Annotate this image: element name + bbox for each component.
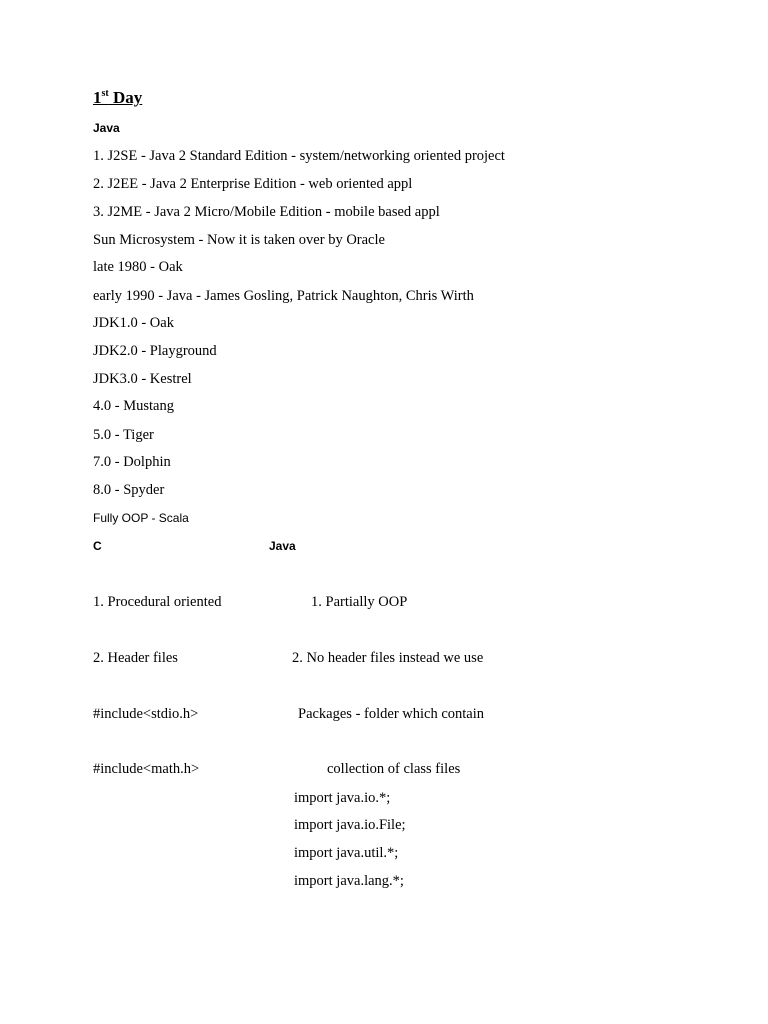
text-line-6: early 1990 - Java - James Gosling, Patrick Naughton, Chris Wirth [93, 288, 474, 304]
comparison-java-cell: 1. Partially OOP [311, 594, 408, 610]
text-line-fully-oop: Fully OOP - Scala [93, 511, 189, 525]
text-line-8: JDK2.0 - Playground [93, 343, 217, 359]
title-ordinal-suffix: st [101, 88, 109, 99]
comparison-c-cell: 2. Header files [93, 650, 178, 666]
text-line-7: JDK1.0 - Oak [93, 315, 174, 331]
comparison-java-cell: 2. No header files instead we use [292, 650, 484, 666]
text-line-2: 2. J2EE - Java 2 Enterprise Edition - web oriented appl [93, 176, 413, 192]
text-line-4: Sun Microsystem - Now it is taken over by Oracle [93, 232, 385, 248]
title-word: Day [112, 88, 143, 107]
import-line: import java.lang.*; [294, 873, 404, 889]
comparison-header-java: Java [269, 539, 296, 553]
comparison-header-c: C [93, 539, 102, 553]
text-line-13: 8.0 - Spyder [93, 482, 165, 498]
text-line-3: 3. J2ME - Java 2 Micro/Mobile Edition - mobile based appl [93, 204, 440, 220]
comparison-java-cell: collection of class files [327, 761, 461, 777]
text-line-11: 5.0 - Tiger [93, 427, 154, 443]
page-title [93, 87, 142, 109]
comparison-c-cell: #include<stdio.h> [93, 706, 199, 722]
text-line-9: JDK3.0 - Kestrel [93, 371, 192, 387]
text-line-1: 1. J2SE - Java 2 Standard Edition - system/networking oriented project [93, 148, 505, 164]
title-number: 1 [93, 88, 102, 107]
comparison-c-cell: #include<math.h> [93, 761, 200, 777]
text-line-12: 7.0 - Dolphin [93, 454, 171, 470]
import-line: import java.io.*; [294, 790, 391, 806]
text-line-10: 4.0 - Mustang [93, 398, 174, 414]
import-line: import java.util.*; [294, 845, 399, 861]
import-line: import java.io.File; [294, 817, 406, 833]
text-line-5: late 1980 - Oak [93, 259, 183, 275]
comparison-c-cell: 1. Procedural oriented [93, 594, 222, 610]
section-heading-java: Java [93, 121, 120, 135]
comparison-java-cell: Packages - folder which contain [298, 706, 485, 722]
